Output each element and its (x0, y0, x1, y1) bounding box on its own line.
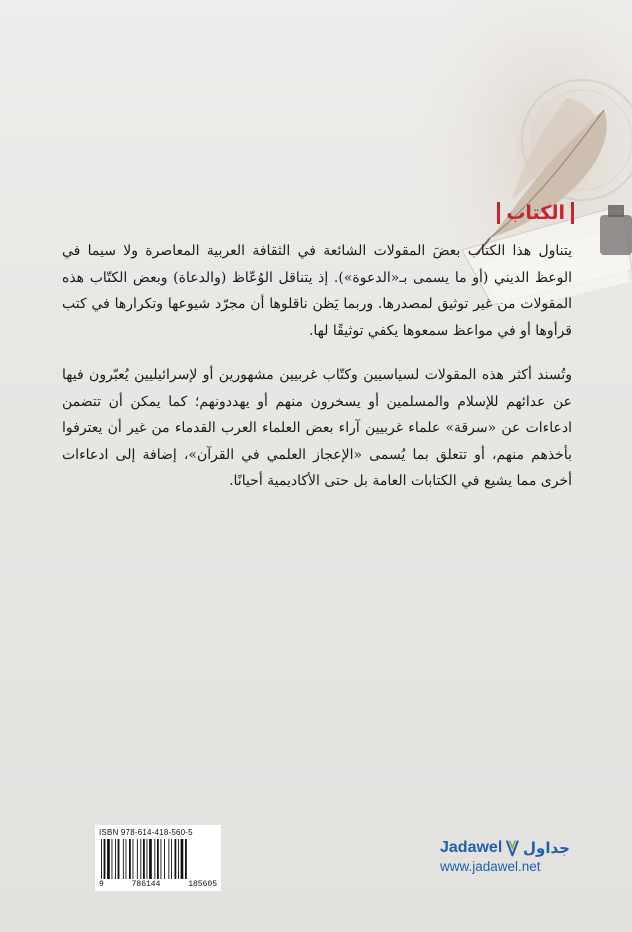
publisher-logo (440, 838, 570, 874)
heading-title: الكتاب (506, 202, 565, 224)
barcode-icon (99, 839, 209, 879)
jadawel-logo-icon (505, 838, 520, 858)
description-paragraph-1: يتناول هذا الكتاب بعضَ المقولات الشائعة في الثقافة العربية المعاصرة ولا سيما في الوعظ الديني (أو ما يسمى بـ«الدعوة»). إذ يتناقل الوُعّاظ (والدعاة) وبعض الكتّاب هذه المقولات من غير توثيق لمصدرها. وربما يَظن ناقلوها أن مجرّد شيوعها وتكرارها في كتب قرأوها أو في مواعظ سمعوها يكفي توثيقًا لها. (62, 243, 572, 339)
section-heading (497, 202, 574, 224)
isbn-digits-left: 786144 (131, 880, 161, 889)
publisher-name-latin: Jadawel (440, 839, 503, 856)
publisher-url: www.jadawel.net (440, 859, 541, 874)
book-description (62, 238, 572, 513)
isbn-digits (99, 880, 217, 889)
publisher-name-arabic: جداول (523, 839, 570, 857)
isbn-label: ISBN 978-614-418-560-5 (99, 828, 193, 837)
heading-accent-bar (497, 202, 500, 224)
isbn-digits-right: 185605 (188, 880, 217, 889)
isbn-barcode (95, 825, 221, 891)
isbn-digit-lead: 9 (99, 880, 104, 889)
description-paragraph-2: وتُسند أكثر هذه المقولات لسياسيين وكتّاب غربيين مشهورين أو لإسرائيليين يُعبّرون فيها عن عدائهم للإسلام والمسلمين أو يسخرون منهم أو يهددونهم؛ كما يمكن أن تتضمن ادعاءات عن «سرقة» علماء غربيين آراء بعض العلماء العرب القدماء من غير أن يعترفوا بأخذهم منهم، أو تتعلق بما يُسمى «الإعجاز العلمي في القرآن»، إضافة إلى ادعاءات أخرى مما يشيع في الكتابات العامة بل حتى الأكاديمية أحيانًا. (62, 367, 572, 489)
heading-accent-bar (571, 202, 574, 224)
